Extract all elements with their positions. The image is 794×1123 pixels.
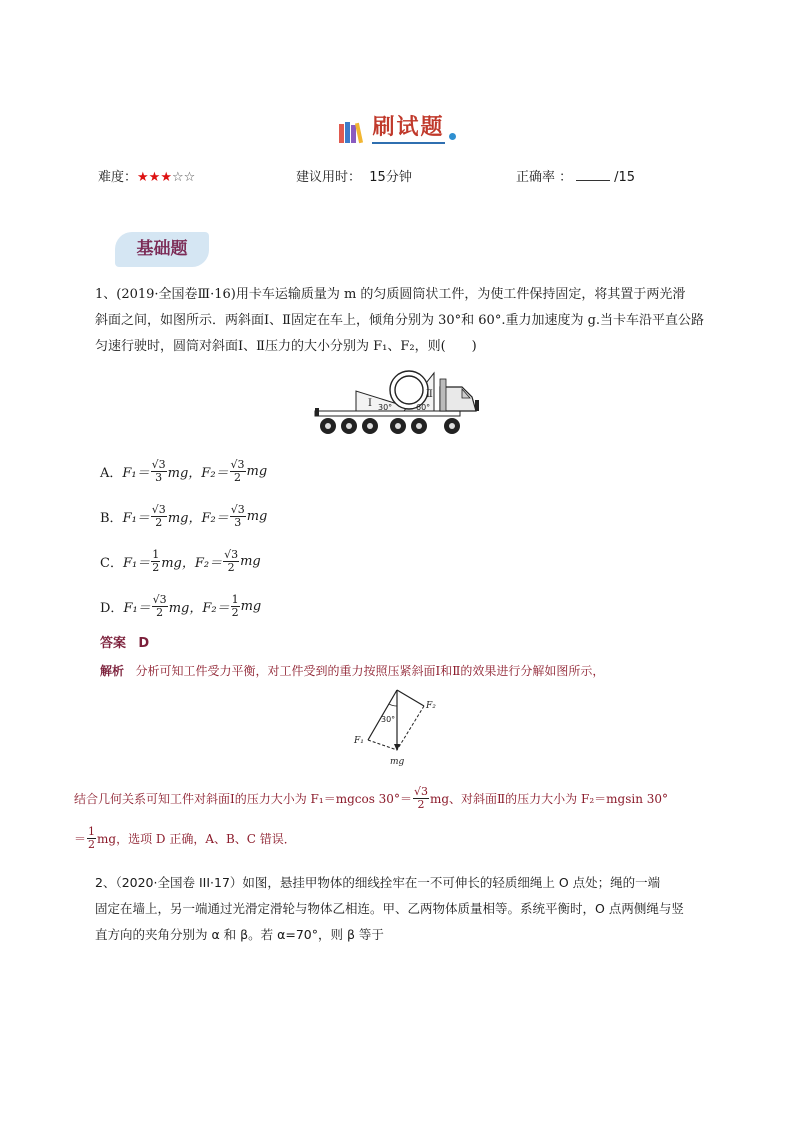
angle-60-label: 60° [416,403,431,412]
difficulty: 难度：★★★☆☆ [98,170,196,185]
fraction: $\frac{√3}{2}$ [230,457,245,484]
fraction: $\frac{1}{2}$ [152,547,160,574]
fraction: $\frac{√3}{2}$ [413,785,428,811]
slope-1-label: Ⅰ [368,398,372,409]
angle-30-label: 30° [378,403,393,412]
option-d[interactable]: D． F₁＝ $\frac{√3}{2}$ mg， F₂＝ $\frac{1}{2}$ mg [100,592,262,619]
f1-label: F₁ [354,736,364,746]
fraction: $\frac{1}{2}$ [231,592,239,619]
title-dot-icon [449,133,456,140]
analysis-line-3: ＝ $\frac{1}{2}$ mg，选项 D 正确，A、B、C 错误． [74,825,296,851]
title-text: 刷试题 [372,110,444,144]
mg-label: mg [390,757,405,767]
fraction: $\frac{1}{2}$ [88,825,96,851]
difficulty-stars: ★★★☆☆ [137,170,196,185]
force-diagram [350,684,450,768]
accuracy-blank[interactable] [576,169,610,181]
option-c[interactable]: C． F₁＝ $\frac{1}{2}$ mg， F₂＝ $\frac{√3}{2}$ mg [100,547,261,574]
fraction: $\frac{√3}{2}$ [224,547,239,574]
q2-stem: 2、（2020·全国卷 III·17）如图，悬挂甲物体的细线拴牢在一不可伸长的轻质细绳上 O 点处；绳的一端 固定在墙上，另一端通过光滑定滑轮与物体乙相连。甲、乙两物体质量相等。系统平衡时，O 点两侧绳与竖 直方向的夹角分别为 α 和 β。若 α=70°，则 β 等于 [95,875,684,942]
analysis-line-2: 结合几何关系可知工件对斜面Ⅰ的压力大小为 F₁＝mgcos 30°＝ $\frac{√3}{2}$ mg、对斜面Ⅱ的压力大小为 F₂＝mgsin 30° [74,785,669,811]
fraction: $\frac{√3}{3}$ [151,457,166,484]
f2-label: F₂ [426,701,436,711]
section-badge: 基础题 [115,232,209,267]
option-a[interactable]: A． F₁＝ $\frac{√3}{3}$ mg， F₂＝ $\frac{√3}{2}$ mg [100,457,268,484]
option-b[interactable]: B． F₁＝ $\frac{√3}{2}$ mg， F₂＝ $\frac{√3}{3}$ mg [100,502,268,529]
fraction: $\frac{√3}{2}$ [152,592,167,619]
truck-figure [312,365,482,439]
fraction: $\frac{√3}{2}$ [151,502,166,529]
q1-stem: 1、(2019·全国卷Ⅲ·16)用卡车运输质量为 m 的匀质圆筒状工件，为使工件保持固定，将其置于两光滑 斜面之间，如图所示．两斜面Ⅰ、Ⅱ固定在车上，倾角分别为 30°和 60°.重力加速度为 g.当卡车沿平直公路 匀速行驶时，圆筒对斜面Ⅰ、Ⅱ压力的大小分别为 F₁、F₂，则( ) [95,287,705,354]
accuracy: 正确率 ： /15 [516,170,636,185]
analysis-line-1: 解析 分析可知工件受力平衡，对工件受到的重力按照压紧斜面Ⅰ和Ⅱ的效果进行分解如图所示， [100,664,605,678]
angle-label: 30° [381,715,396,724]
books-icon [338,120,368,144]
fraction: $\frac{√3}{3}$ [230,502,245,529]
slope-2-label: Ⅱ [426,389,433,400]
suggested-time: 建议用时： 15分钟 [296,170,412,185]
page-title [0,110,794,150]
answer: 答案 D [100,636,150,651]
